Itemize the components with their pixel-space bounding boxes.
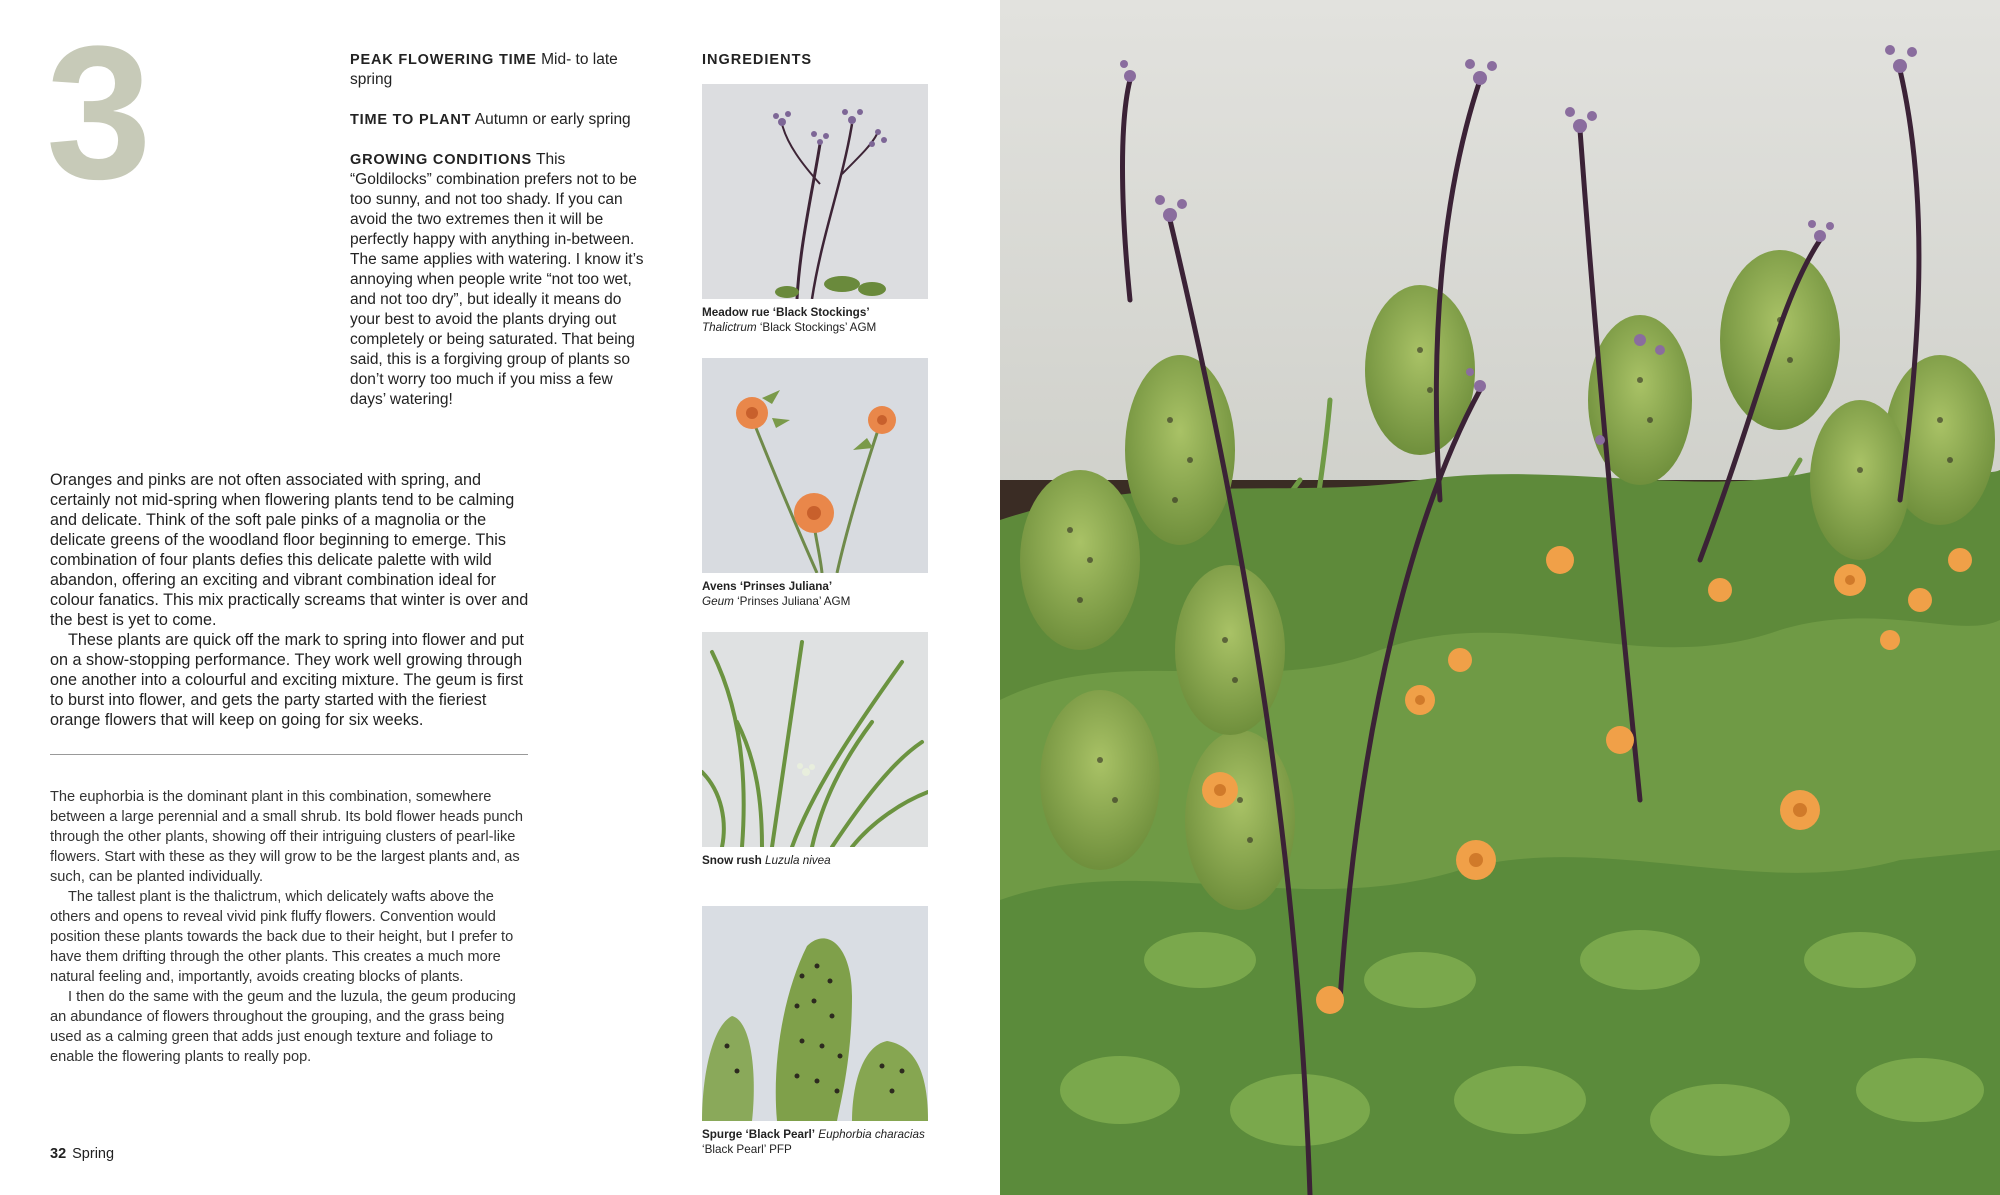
ingredient-common-name: Spurge ‘Black Pearl’ bbox=[702, 1128, 816, 1141]
peak-flowering-time bbox=[350, 50, 650, 90]
meadow-rue-photo bbox=[702, 84, 928, 299]
snow-rush-photo bbox=[702, 632, 928, 847]
ingredients-title: INGREDIENTS bbox=[702, 52, 813, 68]
time-to-plant bbox=[350, 110, 650, 130]
spurge-caption bbox=[702, 1128, 928, 1157]
growing-conditions bbox=[350, 150, 650, 410]
growing-conditions-label: GROWING CONDITIONS bbox=[350, 152, 532, 168]
body-paragraph: The tallest plant is the thalictrum, which delicately wafts above the others and opens to reveal vivid pink fluffy flowers. Convention would position these plants towards the back due to their height, but I prefer to have them drifting through the other plants. This creates a much more natural feeling and, importantly, avoids creating blocks of plants. bbox=[50, 889, 514, 985]
peak-flowering-value: Mid- to late spring bbox=[350, 51, 618, 88]
ingredient-common-name: Snow rush bbox=[702, 854, 762, 867]
ingredient-latin-name: Geum bbox=[702, 594, 734, 608]
ingredient-cultivar: ‘Prinses Juliana’ AGM bbox=[737, 594, 851, 608]
ingredient-latin-name: Luzula nivea bbox=[765, 854, 831, 867]
ingredient-snow-rush bbox=[702, 632, 928, 869]
folio bbox=[50, 1146, 114, 1162]
section-name: Spring bbox=[72, 1146, 115, 1162]
divider bbox=[50, 754, 528, 755]
snow-rush-caption bbox=[702, 854, 928, 869]
growing-conditions-value: This “Goldilocks” combination prefers not to be too sunny, and not too shady. If you can avoid the two extremes then it will be perfectly happy with anything in-between. The same applies with watering. I know it’s annoying when people write “not too wet, and not too dry”, but ideally it means do your best to avoid the plants drying out completely or being saturated. That being said, this is a forgiving group of plants so don’t worry too much if you miss a few days’ watering! bbox=[350, 151, 644, 408]
time-to-plant-value: Autumn or early spring bbox=[474, 111, 631, 128]
spurge-photo bbox=[702, 906, 928, 1121]
avens-photo bbox=[702, 358, 928, 573]
ingredient-cultivar: ‘Black Stockings’ AGM bbox=[759, 320, 877, 334]
chapter-number: 3 bbox=[46, 7, 148, 219]
planting-photo bbox=[1000, 0, 2000, 1195]
ingredient-meadow-rue bbox=[702, 84, 928, 335]
page-number: 32 bbox=[50, 1146, 67, 1162]
meadow-rue-caption bbox=[702, 306, 928, 335]
peak-flowering-label: PEAK FLOWERING TIME bbox=[350, 52, 537, 68]
intro-paragraph: These plants are quick off the mark to spring into flower and put on a show-stopping performance. They work well growing through one another into a colourful and exciting mixture. The geum is first to burst into flower, and gets the party started with the fieriest orange flowers that will keep on going for six weeks. bbox=[50, 631, 524, 729]
ingredient-cultivar: ‘Black Pearl’ PFP bbox=[702, 1142, 792, 1156]
intro-paragraph: Oranges and pinks are not often associated with spring, and certainly not mid-spring when flowering plants tend to be calming and delicate. Think of the soft pale pinks of a magnolia or the delicate greens of the woodland floor beginning to emerge. This combination of four plants defies this delicate palette with wild abandon, offering an exciting and vibrant combination ideal for colour fanatics. This mix practically screams that winter is over and the best is yet to come. bbox=[50, 471, 529, 629]
facts-block bbox=[350, 50, 650, 430]
intro-text bbox=[50, 470, 530, 730]
ingredient-spurge bbox=[702, 906, 928, 1157]
body-text bbox=[50, 787, 536, 1067]
ingredient-latin-name: Thalictrum bbox=[702, 320, 757, 334]
time-to-plant-label: TIME TO PLANT bbox=[350, 112, 472, 128]
body-paragraph: The euphorbia is the dominant plant in this combination, somewhere between a large perennial and a small shrub. Its bold flower heads punch through the other plants, showing off their intriguing clusters of pearl-like flowers. Start with these as they will grow to be the largest plants and, as such, can be planted individually. bbox=[50, 789, 523, 885]
avens-caption bbox=[702, 580, 928, 609]
ingredient-avens bbox=[702, 358, 928, 609]
ingredient-latin-name: Euphorbia characias bbox=[818, 1128, 925, 1141]
body-paragraph: I then do the same with the geum and the luzula, the geum producing an abundance of flowers throughout the grouping, and the grass being used as a calming green that adds just enough texture and foliage to enable the flowering plants to really pop. bbox=[50, 989, 516, 1065]
ingredient-common-name: Meadow rue ‘Black Stockings’ bbox=[702, 306, 870, 319]
ingredient-common-name: Avens ‘Prinses Juliana’ bbox=[702, 580, 833, 593]
